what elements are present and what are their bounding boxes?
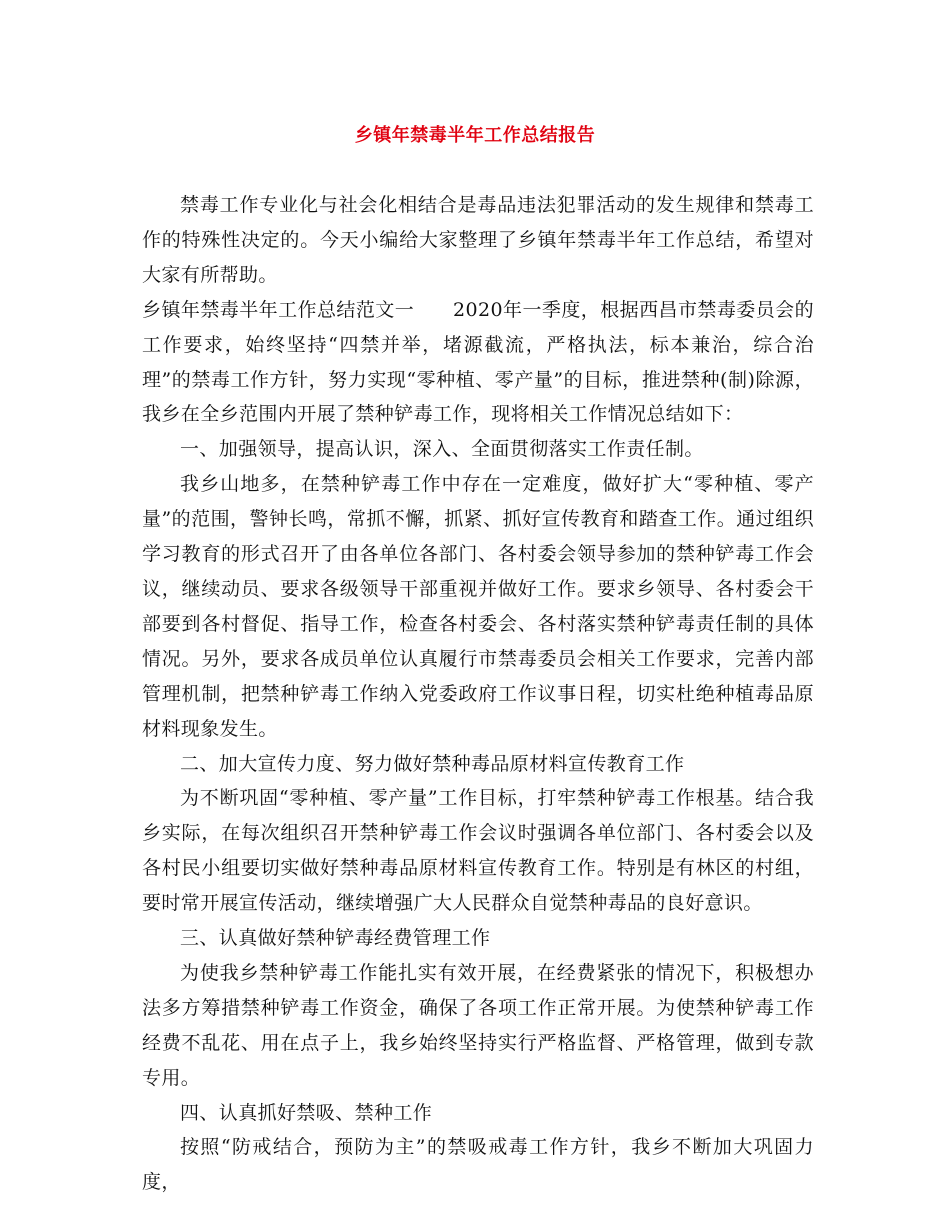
document-title: 乡镇年禁毒半年工作总结报告 bbox=[354, 125, 596, 146]
document-body bbox=[142, 188, 814, 1200]
paragraph-sample-one-intro: 乡镇年禁毒半年工作总结范文一 2020年一季度，根据西昌市禁毒委员会的工作要求，始终坚持“四禁并举，堵源截流，严格执法，标本兼治，综合治理”的禁毒工作方针，努力实现“零种植、零产量”的目标，推进禁种(制)除源，我乡在全乡范围内开展了禁种铲毒工作，现将相关工作情况总结如下： bbox=[142, 298, 814, 426]
paragraph-section-4: 按照“防戒结合，预防为主”的禁吸戒毒工作方针，我乡不断加大巩固力度， bbox=[142, 1136, 814, 1194]
section-heading-3: 三、认真做好禁种铲毒经费管理工作 bbox=[180, 927, 491, 950]
paragraph-section-2: 为不断巩固“零种植、零产量”工作目标，打牢禁种铲毒工作根基。结合我乡实际，在每次组织召开禁种铲毒工作会议时强调各单位部门、各村委会以及各村民小组要切实做好禁种毒品原材料宣传教育工作。特别是有林区的村组，要时常开展宣传活动，继续增强广大人民群众自觉禁种毒品的良好意识。 bbox=[142, 787, 814, 915]
section-heading-1: 一、加强领导，提高认识，深入、全面贯彻落实工作责任制。 bbox=[180, 438, 704, 461]
section-heading-2: 二、加大宣传力度、努力做好禁种毒品原材料宣传教育工作 bbox=[180, 752, 685, 775]
paragraph-section-3: 为使我乡禁种铲毒工作能扎实有效开展，在经费紧张的情况下，积极想办法多方筹措禁种铲毒工作资金，确保了各项工作正常开展。为使禁种铲毒工作经费不乱花、用在点子上，我乡始终坚持实行严格监督、严格管理，做到专款专用。 bbox=[142, 961, 814, 1089]
section-heading-4: 四、认真抓好禁吸、禁种工作 bbox=[180, 1101, 433, 1124]
paragraph-section-1: 我乡山地多，在禁种铲毒工作中存在一定难度，做好扩大“零种植、零产量”的范围，警钟长鸣，常抓不懈，抓紧、抓好宣传教育和踏查工作。通过组织学习教育的形式召开了由各单位各部门、各村委会领导参加的禁种铲毒工作会议，继续动员、要求各级领导干部重视并做好工作。要求乡领导、各村委会干部要到各村督促、指导工作，检查各村委会、各村落实禁种铲毒责任制的具体情况。另外，要求各成员单位认真履行市禁毒委员会相关工作要求，完善内部管理机制，把禁种铲毒工作纳入党委政府工作议事日程，切实杜绝种植毒品原材料现象发生。 bbox=[142, 473, 814, 740]
paragraph-intro: 禁毒工作专业化与社会化相结合是毒品违法犯罪活动的发生规律和禁毒工作的特殊性决定的。今天小编给大家整理了乡镇年禁毒半年工作总结，希望对大家有所帮助。 bbox=[142, 194, 814, 286]
